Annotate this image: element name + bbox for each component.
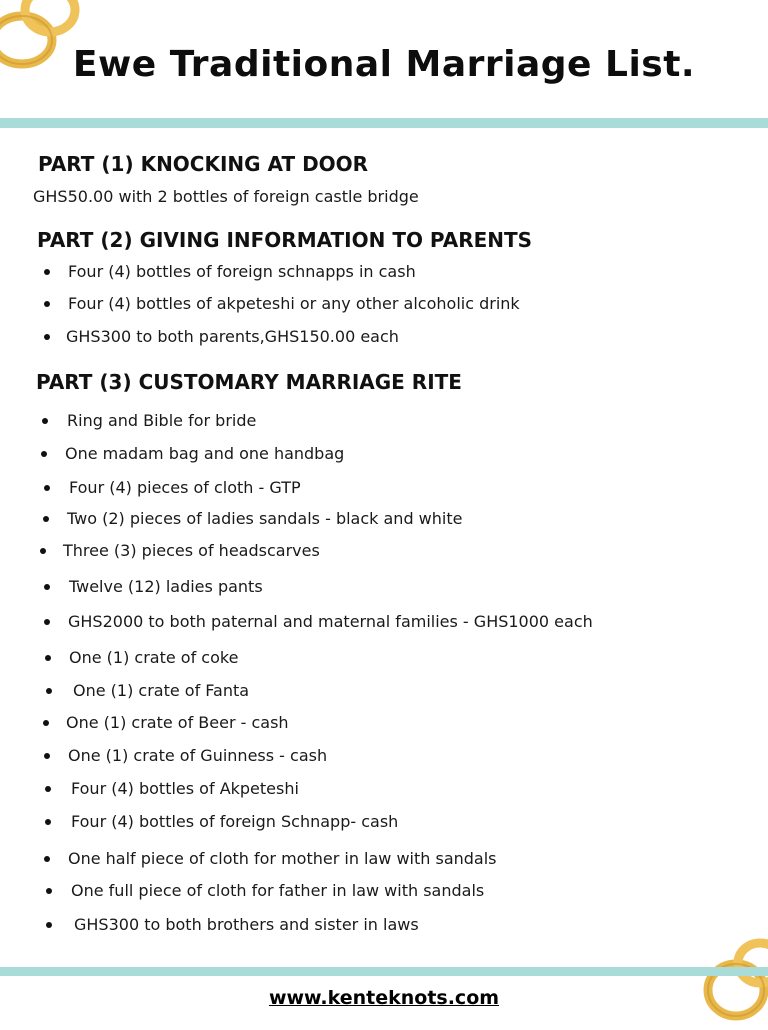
bullet-icon xyxy=(45,655,51,661)
bullet-icon xyxy=(43,516,49,522)
top-divider-band xyxy=(0,118,768,128)
bullet-icon xyxy=(44,485,50,491)
bullet-icon xyxy=(42,418,48,424)
page-title: Ewe Traditional Marriage List. xyxy=(72,44,696,85)
bottom-divider-band xyxy=(0,967,768,976)
list-item: GHS300 to both parents,GHS150.00 each xyxy=(66,327,399,346)
list-item: Four (4) bottles of foreign schnapps in cash xyxy=(68,262,416,281)
list-item: Two (2) pieces of ladies sandals - black and white xyxy=(67,509,463,528)
bullet-icon xyxy=(44,856,50,862)
list-item: Four (4) bottles of foreign Schnapp- cash xyxy=(71,812,399,831)
list-item: Four (4) bottles of akpeteshi or any other alcoholic drink xyxy=(68,294,520,313)
part3-heading: PART (3) CUSTOMARY MARRIAGE RITE xyxy=(36,370,462,394)
list-item: One full piece of cloth for father in law with sandals xyxy=(71,881,485,900)
bullet-icon xyxy=(45,819,51,825)
part1-heading: PART (1) KNOCKING AT DOOR xyxy=(38,152,369,176)
bullet-icon xyxy=(44,334,50,340)
bullet-icon xyxy=(46,688,52,694)
website-link[interactable]: www.kenteknots.com xyxy=(268,987,500,1009)
bullet-icon xyxy=(44,269,50,275)
list-item: Four (4) bottles of Akpeteshi xyxy=(71,779,299,798)
bullet-icon xyxy=(44,753,50,759)
bullet-icon xyxy=(46,922,52,928)
list-item: One (1) crate of Beer - cash xyxy=(66,713,289,732)
list-item: Three (3) pieces of headscarves xyxy=(63,541,320,560)
bullet-icon xyxy=(41,451,47,457)
bullet-icon xyxy=(45,786,51,792)
bullet-icon xyxy=(44,584,50,590)
list-item: GHS2000 to both paternal and maternal families - GHS1000 each xyxy=(68,612,593,631)
part1-text: GHS50.00 with 2 bottles of foreign castle bridge xyxy=(33,187,419,206)
list-item: Twelve (12) ladies pants xyxy=(69,577,263,596)
wedding-rings-icon xyxy=(698,935,768,1030)
list-item: Four (4) pieces of cloth - GTP xyxy=(69,478,301,497)
bullet-icon xyxy=(46,888,52,894)
bullet-icon xyxy=(44,619,50,625)
part2-heading: PART (2) GIVING INFORMATION TO PARENTS xyxy=(37,228,533,252)
list-item: One (1) crate of Fanta xyxy=(73,681,250,700)
list-item: One (1) crate of Guinness - cash xyxy=(68,746,328,765)
list-item: Ring and Bible for bride xyxy=(67,411,257,430)
list-item: One madam bag and one handbag xyxy=(65,444,345,463)
bullet-icon xyxy=(43,720,49,726)
list-item: GHS300 to both brothers and sister in laws xyxy=(74,915,419,934)
bullet-icon xyxy=(40,548,46,554)
bullet-icon xyxy=(44,301,50,307)
list-item: One half piece of cloth for mother in law with sandals xyxy=(68,849,497,868)
list-item: One (1) crate of coke xyxy=(69,648,239,667)
